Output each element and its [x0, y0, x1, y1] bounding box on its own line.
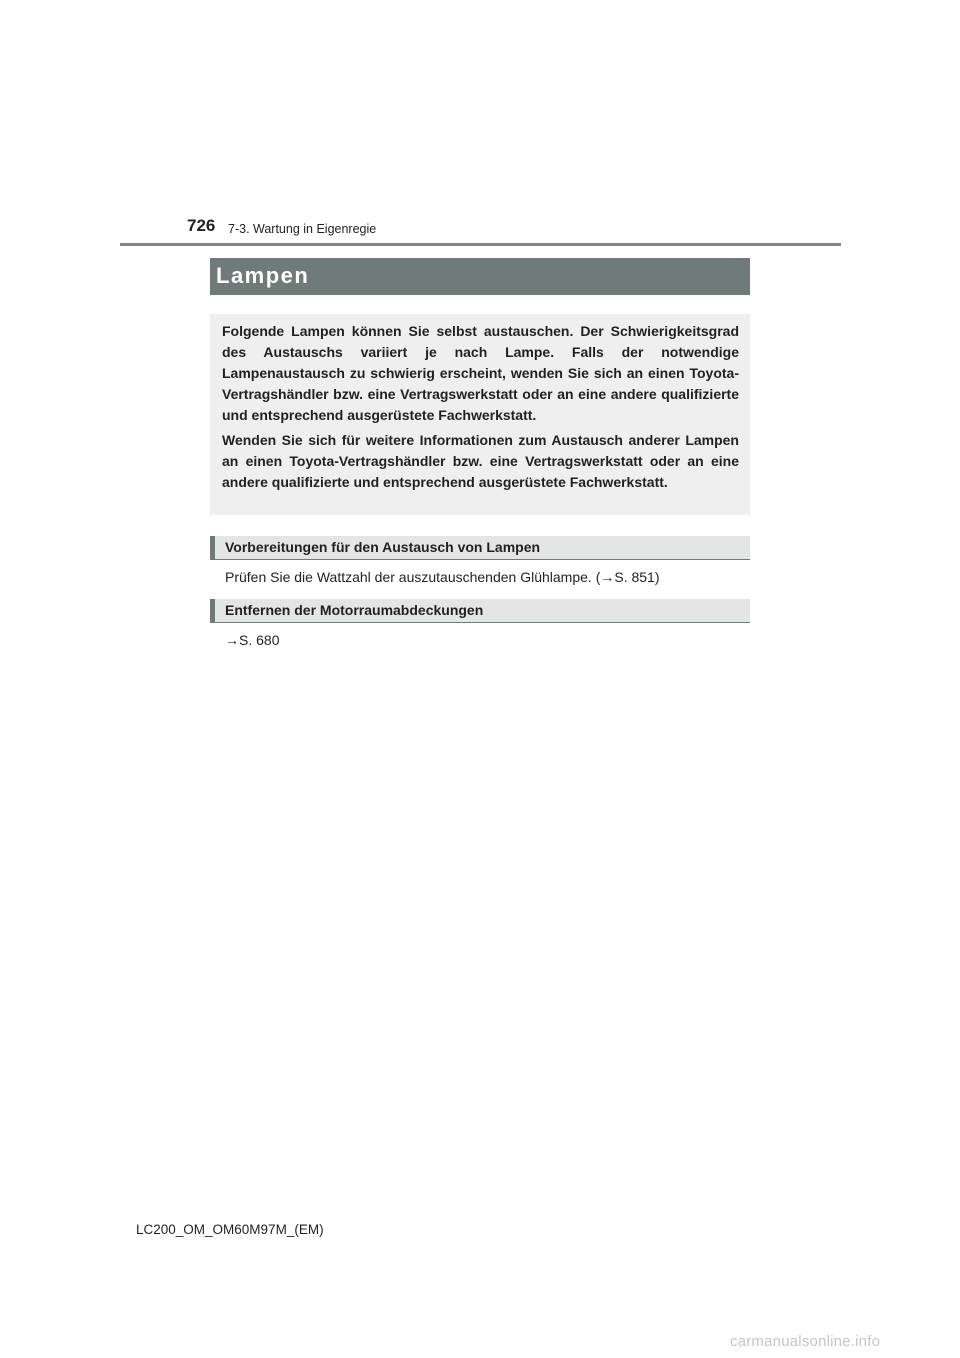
section-body-preparation: Prüfen Sie die Wattzahl der auszutauschenden Glühlampe. (→S. 851) — [225, 569, 660, 585]
intro-paragraph-2: Wenden Sie sich für weitere Informationen zum Austausch anderer Lampen an einen Toyota-Vertragshändler bzw. eine Vertragswerkstatt oder an eine andere qualifizierte und entsprechend ausgerüstete Fachwerkstatt. — [222, 432, 739, 490]
section-heading-label: Vorbereitungen für den Austausch von Lampen — [225, 539, 541, 555]
page-title: Lampen — [216, 263, 310, 288]
intro-box — [210, 314, 750, 515]
header-divider — [120, 243, 841, 246]
intro-paragraph-1: Folgende Lampen können Sie selbst austauschen. Der Schwierigkeitsgrad des Austauschs variiert je nach Lampe. Falls der notwendige Lampenaustausch zu schwierig erscheint, wenden Sie sich an einen Toyota-Vertragshändler bzw. eine Vertragswerkstatt oder an eine andere qualifizierte und entsprechend ausgerüstete Fachwerkstatt. — [222, 323, 739, 423]
watermark: carmanualsonline.info — [730, 1333, 881, 1350]
section-heading-label: Entfernen der Motorraumabdeckungen — [225, 602, 484, 618]
section-heading-engine-covers — [210, 599, 750, 623]
section-reference: 7-3. Wartung in Eigenregie — [228, 222, 377, 236]
page-number: 726 — [187, 216, 216, 235]
document-code: LC200_OM_OM60M97M_(EM) — [136, 1222, 324, 1237]
section-body-engine-covers: →S. 680 — [225, 632, 280, 648]
page-title-bar — [210, 258, 750, 295]
section-heading-preparation — [210, 536, 750, 560]
